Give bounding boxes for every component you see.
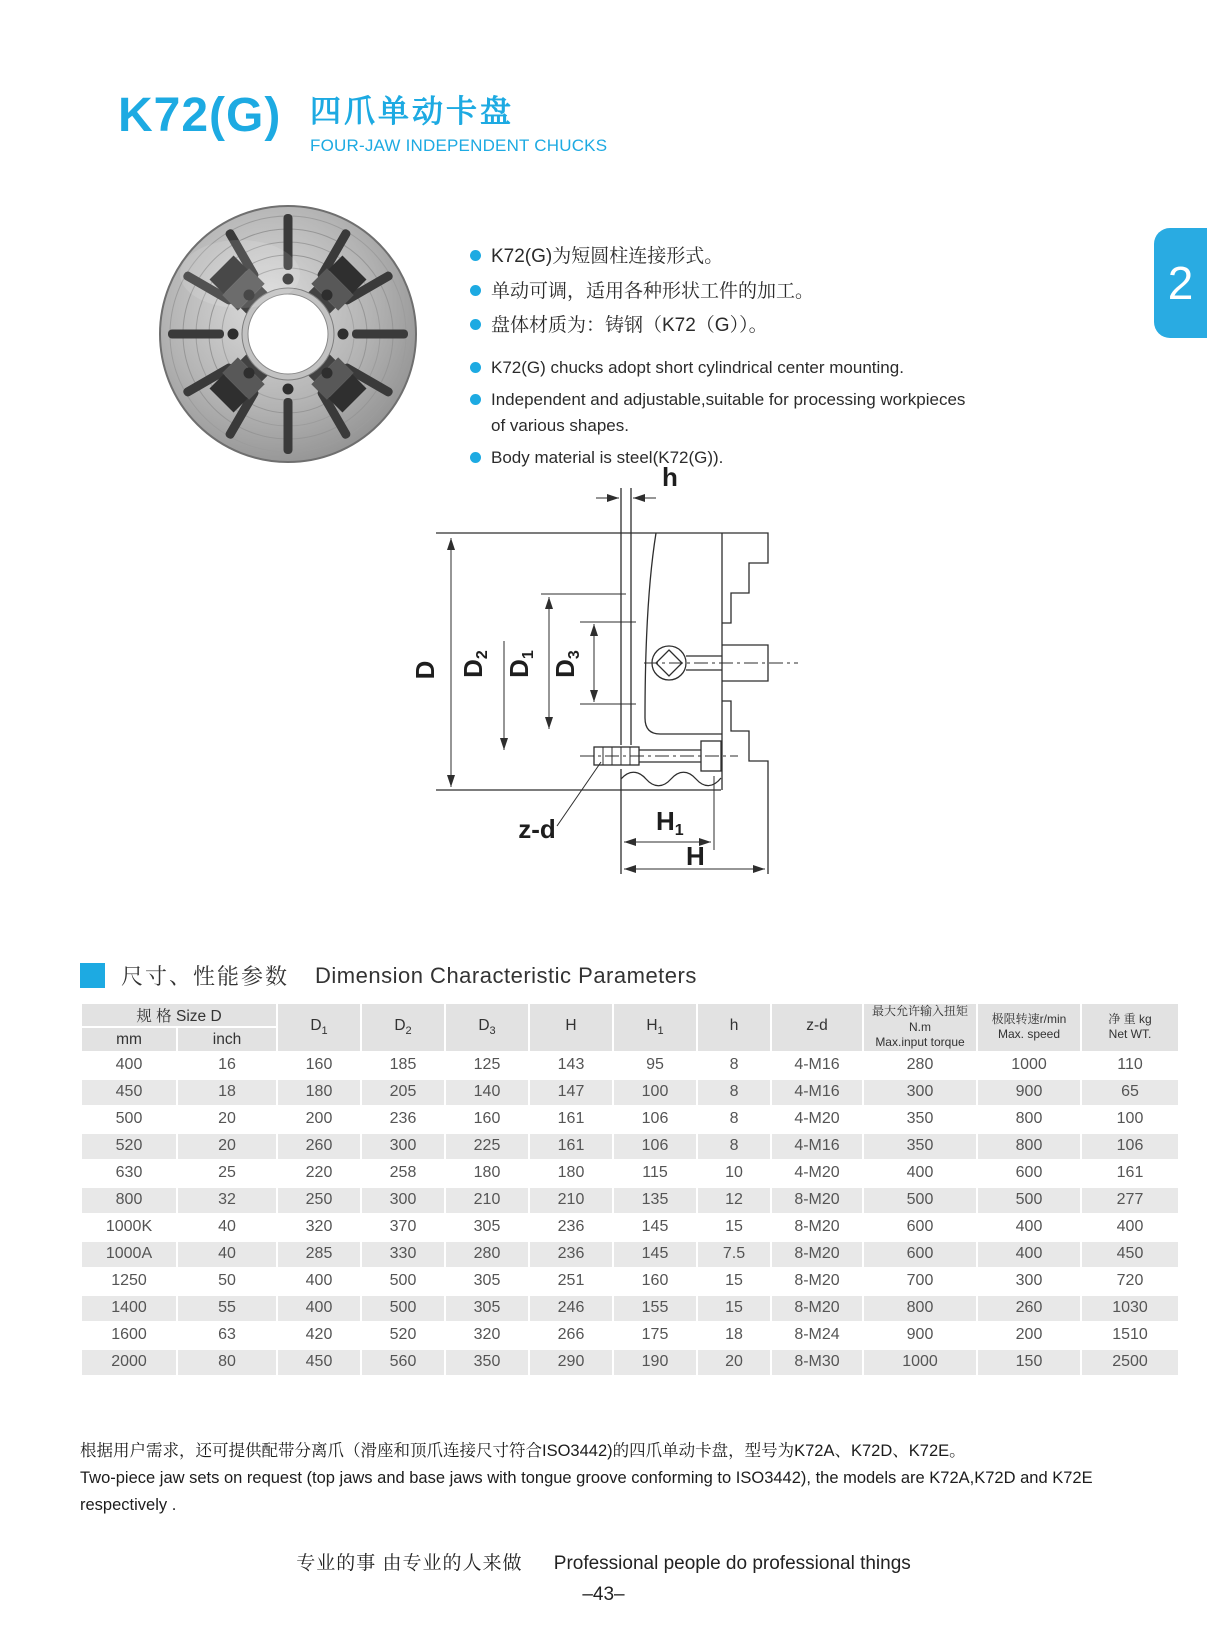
table-cell: 236	[362, 1107, 444, 1132]
table-cell: 161	[1082, 1161, 1178, 1186]
table-cell: 155	[614, 1296, 696, 1321]
table-cell: 40	[178, 1215, 276, 1240]
table-cell: 1400	[82, 1296, 176, 1321]
table-cell: 140	[446, 1080, 528, 1105]
list-item	[470, 387, 982, 438]
section-marker-icon	[80, 963, 105, 988]
dim-label-d3: D3	[550, 650, 583, 678]
table-cell: 8	[698, 1080, 770, 1105]
table-cell: 246	[530, 1296, 612, 1321]
table-cell: 185	[362, 1053, 444, 1078]
table-cell: 106	[614, 1134, 696, 1159]
table-row	[82, 1269, 1178, 1294]
table-cell: 18	[178, 1080, 276, 1105]
col-header-mm: mm	[82, 1028, 176, 1050]
col-header-weight: 净 重 kg Net WT.	[1082, 1004, 1178, 1051]
feature-text: K72(G)为短圆柱连接形式。	[491, 246, 724, 267]
table-cell: 4-M20	[772, 1107, 862, 1132]
spec-table-body	[82, 1053, 1178, 1375]
table-cell: 236	[530, 1242, 612, 1267]
table-row	[82, 1161, 1178, 1186]
table-cell: 1000	[864, 1350, 976, 1375]
dimension-drawing	[394, 438, 810, 876]
table-cell: 277	[1082, 1188, 1178, 1213]
col-header-speed: 极限转速r/min Max. speed	[978, 1004, 1080, 1051]
table-cell: 8-M30	[772, 1350, 862, 1375]
footnote-en: Two-piece jaw sets on request (top jaws and base jaws with tongue groove conforming to ISO3442), the models are K72A,K72D and K72E respectively .	[80, 1469, 1093, 1515]
table-cell: 320	[278, 1215, 360, 1240]
table-row	[82, 1296, 1178, 1321]
table-cell: 300	[362, 1188, 444, 1213]
model-title: K72(G)	[118, 89, 282, 142]
bullet-dot-icon	[470, 394, 481, 405]
table-cell: 400	[864, 1161, 976, 1186]
chapter-tab-label: 2	[1167, 257, 1194, 309]
table-cell: 8-M20	[772, 1296, 862, 1321]
col-header-d1: $D_1$	[278, 1004, 360, 1051]
footnotes	[80, 1438, 1140, 1520]
table-cell: 175	[614, 1323, 696, 1348]
table-cell: 400	[278, 1296, 360, 1321]
dim-label-d2: D2	[458, 650, 491, 678]
table-cell: 40	[178, 1242, 276, 1267]
table-cell: 7.5	[698, 1242, 770, 1267]
table-cell: 150	[978, 1350, 1080, 1375]
table-cell: 8	[698, 1107, 770, 1132]
table-cell: 4-M20	[772, 1161, 862, 1186]
table-cell: 400	[82, 1053, 176, 1078]
table-cell: 600	[978, 1161, 1080, 1186]
section-title-en: Dimension Characteristic Parameters	[315, 962, 697, 988]
table-cell: 8-M20	[772, 1215, 862, 1240]
table-cell: 260	[978, 1296, 1080, 1321]
table-cell: 500	[978, 1188, 1080, 1213]
table-cell: 350	[446, 1350, 528, 1375]
bullet-dot-icon	[470, 319, 481, 330]
table-cell: 225	[446, 1134, 528, 1159]
table-cell: 18	[698, 1323, 770, 1348]
footnote-zh: 根据用户需求，还可提供配带分离爪（滑座和顶爪连接尺寸符合ISO3442)的四爪单动卡盘，型号为K72A、K72D、K72E。	[80, 1442, 966, 1460]
col-header-d3: $D_3$	[446, 1004, 528, 1051]
table-cell: 400	[1082, 1215, 1178, 1240]
table-row	[82, 1053, 1178, 1078]
table-cell: 1510	[1082, 1323, 1178, 1348]
table-cell: 205	[362, 1080, 444, 1105]
table-cell: 160	[446, 1107, 528, 1132]
feature-text: Body material is steel(K72(G)).	[491, 448, 724, 468]
table-cell: 32	[178, 1188, 276, 1213]
table-cell: 330	[362, 1242, 444, 1267]
table-cell: 1000A	[82, 1242, 176, 1267]
bullet-dot-icon	[470, 285, 481, 296]
table-cell: 110	[1082, 1053, 1178, 1078]
list-item	[470, 312, 982, 340]
table-cell: 280	[446, 1242, 528, 1267]
table-cell: 135	[614, 1188, 696, 1213]
table-cell: 350	[864, 1107, 976, 1132]
table-cell: 1600	[82, 1323, 176, 1348]
table-cell: 600	[864, 1242, 976, 1267]
table-cell: 258	[362, 1161, 444, 1186]
chuck-photo-image	[130, 196, 448, 474]
footer-slogan	[0, 1548, 1207, 1575]
table-cell: 280	[864, 1053, 976, 1078]
footer-slogan-zh: 专业的事 由专业的人来做	[296, 1553, 523, 1574]
table-cell: 720	[1082, 1269, 1178, 1294]
table-cell: 800	[82, 1188, 176, 1213]
table-cell: 20	[178, 1134, 276, 1159]
table-cell: 1250	[82, 1269, 176, 1294]
table-cell: 900	[864, 1323, 976, 1348]
table-cell: 125	[446, 1053, 528, 1078]
table-cell: 450	[82, 1080, 176, 1105]
dim-label-hcap: H	[686, 841, 705, 871]
table-row	[82, 1350, 1178, 1375]
table-cell: 266	[530, 1323, 612, 1348]
table-cell: 320	[446, 1323, 528, 1348]
dim-label-h1: H1	[656, 806, 684, 839]
col-header-inch: inch	[178, 1028, 276, 1050]
table-cell: 210	[446, 1188, 528, 1213]
table-cell: 300	[362, 1134, 444, 1159]
table-cell: 4-M16	[772, 1134, 862, 1159]
product-title-block	[310, 86, 607, 156]
table-cell: 220	[278, 1161, 360, 1186]
table-cell: 500	[362, 1296, 444, 1321]
product-title-zh: 四爪单动卡盘	[310, 94, 514, 129]
table-cell: 300	[864, 1080, 976, 1105]
table-cell: 420	[278, 1323, 360, 1348]
table-cell: 15	[698, 1296, 770, 1321]
spec-table	[80, 1002, 1152, 1377]
table-cell: 8	[698, 1053, 770, 1078]
table-cell: 630	[82, 1161, 176, 1186]
table-cell: 305	[446, 1296, 528, 1321]
dim-label-zd: z-d	[518, 814, 556, 844]
table-cell: 65	[1082, 1080, 1178, 1105]
table-cell: 200	[278, 1107, 360, 1132]
table-cell: 305	[446, 1215, 528, 1240]
table-cell: 370	[362, 1215, 444, 1240]
table-cell: 180	[530, 1161, 612, 1186]
table-cell: 20	[698, 1350, 770, 1375]
table-cell: 161	[530, 1107, 612, 1132]
table-cell: 500	[362, 1269, 444, 1294]
table-cell: 300	[978, 1269, 1080, 1294]
table-cell: 106	[1082, 1134, 1178, 1159]
table-row	[82, 1323, 1178, 1348]
col-header-h-small: h	[698, 1004, 770, 1051]
dim-label-d1: D1	[504, 650, 537, 678]
col-header-size: 规 格 Size D	[82, 1004, 276, 1026]
table-cell: 8-M20	[772, 1269, 862, 1294]
table-cell: 400	[978, 1215, 1080, 1240]
table-cell: 2500	[1082, 1350, 1178, 1375]
table-cell: 520	[362, 1323, 444, 1348]
table-cell: 251	[530, 1269, 612, 1294]
page-number: –43–	[582, 1584, 625, 1605]
table-cell: 190	[614, 1350, 696, 1375]
feature-text: K72(G) chucks adopt short cylindrical center mounting.	[491, 357, 904, 377]
table-cell: 520	[82, 1134, 176, 1159]
table-cell: 700	[864, 1269, 976, 1294]
table-row	[82, 1134, 1178, 1159]
table-cell: 50	[178, 1269, 276, 1294]
table-cell: 100	[1082, 1107, 1178, 1132]
table-cell: 250	[278, 1188, 360, 1213]
col-header-zd: z-d	[772, 1004, 862, 1051]
section-heading	[80, 960, 697, 991]
table-cell: 106	[614, 1107, 696, 1132]
table-row	[82, 1242, 1178, 1267]
dim-label-h: h	[662, 462, 678, 492]
table-cell: 800	[978, 1134, 1080, 1159]
table-cell: 161	[530, 1134, 612, 1159]
table-cell: 147	[530, 1080, 612, 1105]
table-cell: 4-M16	[772, 1080, 862, 1105]
chapter-tab	[1154, 228, 1207, 338]
table-cell: 143	[530, 1053, 612, 1078]
table-cell: 260	[278, 1134, 360, 1159]
table-cell: 400	[978, 1242, 1080, 1267]
table-cell: 800	[978, 1107, 1080, 1132]
table-cell: 800	[864, 1296, 976, 1321]
table-cell: 145	[614, 1215, 696, 1240]
table-cell: 1030	[1082, 1296, 1178, 1321]
table-cell: 560	[362, 1350, 444, 1375]
table-cell: 236	[530, 1215, 612, 1240]
table-cell: 290	[530, 1350, 612, 1375]
table-cell: 400	[278, 1269, 360, 1294]
table-cell: 4-M16	[772, 1053, 862, 1078]
section-title-zh: 尺寸、性能参数	[121, 964, 290, 989]
list-item	[470, 278, 982, 306]
table-cell: 160	[614, 1269, 696, 1294]
feature-text: Independent and adjustable,suitable for processing workpieces of various shapes.	[491, 390, 966, 435]
table-cell: 450	[278, 1350, 360, 1375]
table-cell: 10	[698, 1161, 770, 1186]
table-cell: 1000K	[82, 1215, 176, 1240]
table-cell: 145	[614, 1242, 696, 1267]
table-row	[82, 1215, 1178, 1240]
table-cell: 25	[178, 1161, 276, 1186]
table-cell: 12	[698, 1188, 770, 1213]
table-cell: 180	[446, 1161, 528, 1186]
table-cell: 600	[864, 1215, 976, 1240]
table-cell: 15	[698, 1215, 770, 1240]
table-cell: 8-M24	[772, 1323, 862, 1348]
table-cell: 80	[178, 1350, 276, 1375]
table-cell: 95	[614, 1053, 696, 1078]
table-cell: 115	[614, 1161, 696, 1186]
feature-text: 单动可调，适用各种形状工件的加工。	[491, 280, 815, 302]
list-item	[470, 243, 982, 271]
bullet-dot-icon	[470, 250, 481, 261]
col-header-h1: $H_1$	[614, 1004, 696, 1051]
table-cell: 305	[446, 1269, 528, 1294]
col-header-torque: 最大允许输入扭矩N.m Max.input torque	[864, 1004, 976, 1051]
col-header-d2: $D_2$	[362, 1004, 444, 1051]
table-cell: 15	[698, 1269, 770, 1294]
table-cell: 500	[82, 1107, 176, 1132]
table-cell: 160	[278, 1053, 360, 1078]
feature-text: 盘体材质为：铸钢（K72（G））。	[491, 315, 768, 337]
dim-label-d: D	[410, 660, 440, 680]
list-item	[470, 355, 982, 381]
table-cell: 180	[278, 1080, 360, 1105]
footer-slogan-en: Professional people do professional things	[553, 1553, 911, 1574]
product-title-en: FOUR-JAW INDEPENDENT CHUCKS	[310, 136, 608, 155]
col-header-h-cap: H	[530, 1004, 612, 1051]
table-cell: 900	[978, 1080, 1080, 1105]
table-cell: 2000	[82, 1350, 176, 1375]
table-cell: 20	[178, 1107, 276, 1132]
table-cell: 210	[530, 1188, 612, 1213]
table-cell: 500	[864, 1188, 976, 1213]
table-cell: 200	[978, 1323, 1080, 1348]
table-cell: 285	[278, 1242, 360, 1267]
table-cell: 8	[698, 1134, 770, 1159]
table-row	[82, 1080, 1178, 1105]
table-cell: 1000	[978, 1053, 1080, 1078]
table-cell: 16	[178, 1053, 276, 1078]
table-row	[82, 1188, 1178, 1213]
table-cell: 100	[614, 1080, 696, 1105]
table-cell: 8-M20	[772, 1188, 862, 1213]
table-cell: 450	[1082, 1242, 1178, 1267]
bullet-dot-icon	[470, 362, 481, 373]
table-cell: 55	[178, 1296, 276, 1321]
table-cell: 63	[178, 1323, 276, 1348]
table-row	[82, 1107, 1178, 1132]
table-cell: 350	[864, 1134, 976, 1159]
table-cell: 8-M20	[772, 1242, 862, 1267]
